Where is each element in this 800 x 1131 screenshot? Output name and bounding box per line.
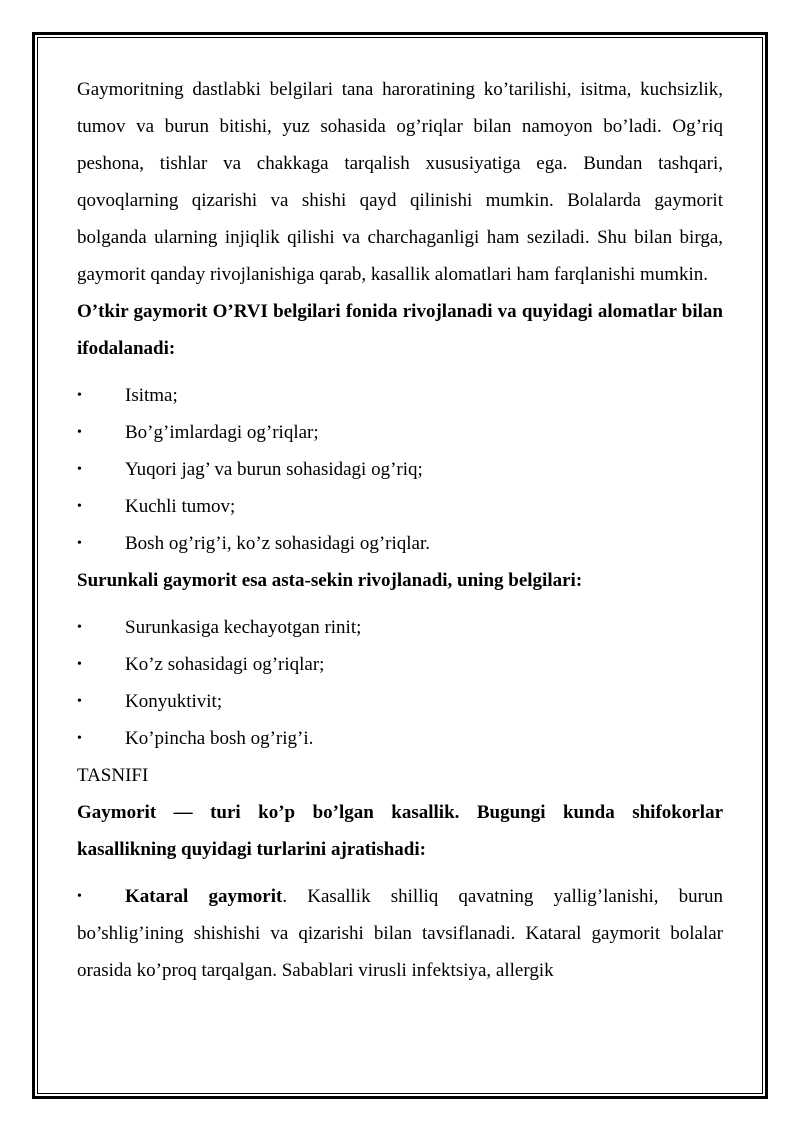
chronic-symptoms-list xyxy=(77,609,723,757)
bullet-icon: • xyxy=(77,462,82,477)
chronic-sinusitis-heading: Surunkali gaymorit esa asta-sekin rivojlanadi, uning belgilari: xyxy=(77,570,583,591)
list-item xyxy=(77,720,723,757)
catarrhal-description: . Kasallik shilliq qavatning yallig’lanishi, burun bo’shlig’ining shishishi va qizarishi bilan tavsiflanadi. Kataral gaymorit bolalar orasida ko’proq tarqalgan. Sabablari virusli infektsiya, allergik xyxy=(77,886,724,981)
bullet-icon: • xyxy=(77,694,82,709)
list-item xyxy=(77,683,723,720)
classification-heading: Gaymorit — turi ko’p bo’lgan kasallik. Bugungi kunda shifokorlar kasallikning quyidagi turlarini ajratishadi: xyxy=(77,802,723,860)
list-item xyxy=(77,646,723,683)
spacer xyxy=(77,599,723,609)
bullet-icon: • xyxy=(77,388,82,403)
catarrhal-sinusitis-item xyxy=(77,878,723,989)
list-item-text: Isitma; xyxy=(125,385,178,406)
list-item-text: Konyuktivit; xyxy=(125,691,223,712)
list-item xyxy=(77,377,723,414)
classification-title: TASNIFI xyxy=(77,765,149,786)
list-item-text: Ko’z sohasidagi og’riqlar; xyxy=(125,654,325,675)
spacer xyxy=(77,868,723,878)
bullet-icon: • xyxy=(77,657,82,672)
list-item-text: Surunkasiga kechayotgan rinit; xyxy=(125,617,362,638)
list-item xyxy=(77,525,723,562)
list-item-text: Yuqori jag’ va burun sohasidagi og’riq; xyxy=(125,459,423,480)
catarrhal-term: Kataral gaymorit xyxy=(125,886,283,907)
list-item-text: Bosh og’rig’i, ko’z sohasidagi og’riqlar. xyxy=(125,533,431,554)
list-item-text: Bo’g’imlardagi og’riqlar; xyxy=(125,422,319,443)
list-item-text: Ko’pincha bosh og’rig’i. xyxy=(125,728,314,749)
list-item xyxy=(77,414,723,451)
list-item xyxy=(77,451,723,488)
acute-symptoms-list xyxy=(77,377,723,562)
list-item xyxy=(77,488,723,525)
list-item-text: Kuchli tumov; xyxy=(125,496,236,517)
bullet-icon: • xyxy=(77,731,82,746)
acute-sinusitis-heading: O’tkir gaymorit O’RVI belgilari fonida rivojlanadi va quyidagi alomatlar bilan ifodalanadi: xyxy=(77,301,723,359)
document-body xyxy=(77,71,723,989)
intro-paragraph: Gaymoritning dastlabki belgilari tana haroratining ko’tarilishi, isitma, kuchsizlik, tumov va burun bitishi, yuz sohasida og’riqlar bilan namoyon bo’ladi. Og’riq peshona, tishlar va chakkaga tarqalish xususiyatiga ega. Bundan tashqari, qovoqlarning qizarishi va shishi qayd qilinishi mumkin. Bolalarda gaymorit bolganda ularning injiqlik qilishi va charchaganligi ham seziladi. Shu bilan birga, gaymorit qanday rivojlanishiga qarab, kasallik alomatlari ham farqlanishi mumkin. xyxy=(77,79,723,285)
bullet-icon: • xyxy=(77,889,82,904)
list-item xyxy=(77,609,723,646)
spacer xyxy=(77,367,723,377)
bullet-icon: • xyxy=(77,620,82,635)
bullet-icon: • xyxy=(77,425,82,440)
bullet-icon: • xyxy=(77,536,82,551)
bullet-icon: • xyxy=(77,499,82,514)
